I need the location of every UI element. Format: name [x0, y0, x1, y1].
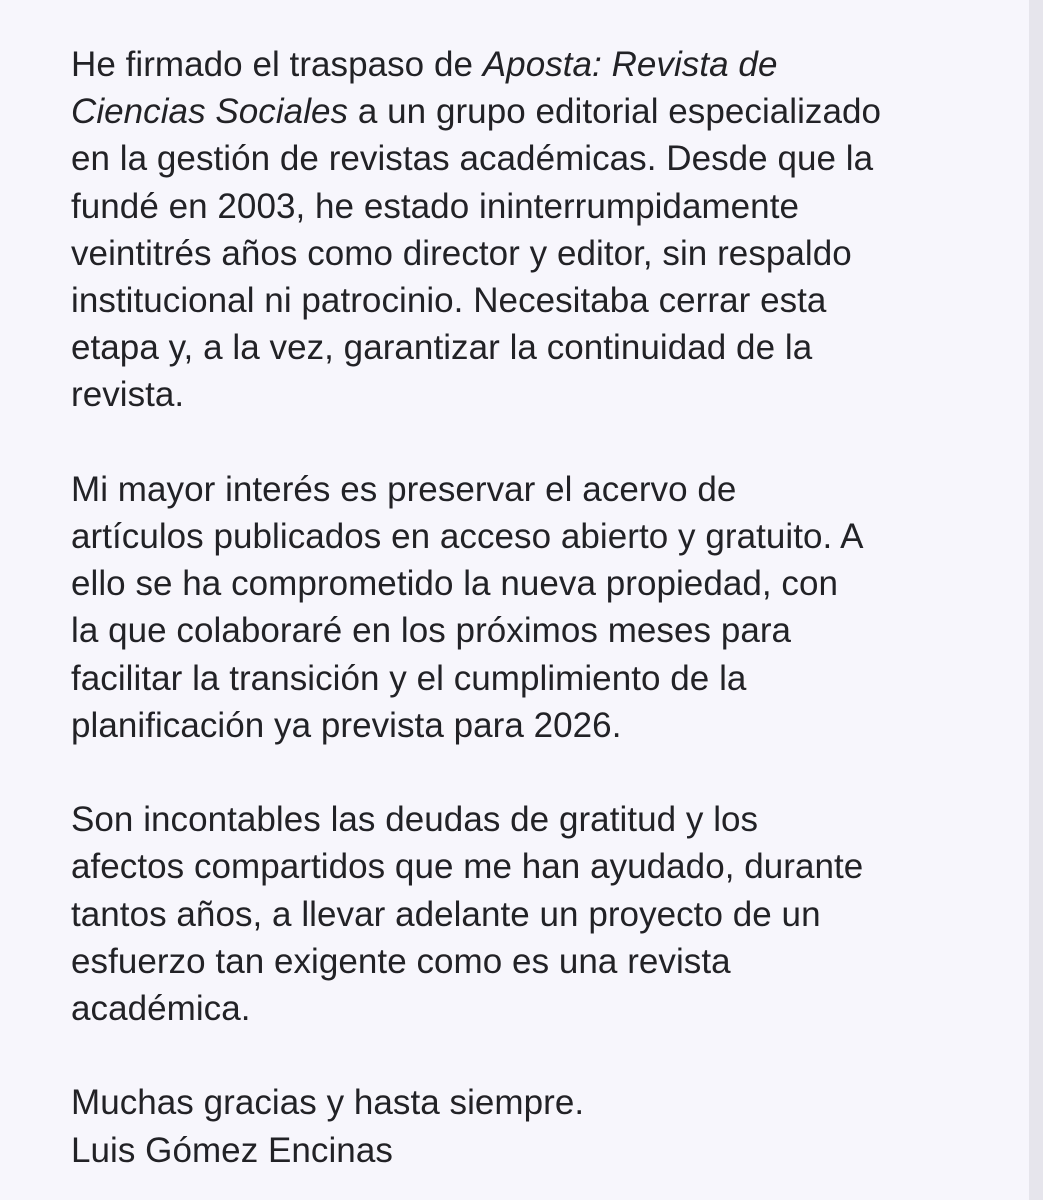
text-segment: a un grupo editorial especializado [348, 92, 882, 132]
text-line: académica. [71, 989, 251, 1029]
closing-line: Muchas gracias y hasta siempre. [71, 1083, 585, 1123]
letter-body [71, 41, 1001, 1174]
text-line: etapa y, a la vez, garantizar la continuidad de la [71, 328, 813, 368]
paragraph-transfer [71, 41, 1001, 419]
text-line: Mi mayor interés es preservar el acervo de [71, 469, 737, 509]
text-line: planificación ya prevista para 2026. [71, 705, 622, 745]
text-line [71, 41, 1001, 88]
text-segment: He firmado el traspaso de [71, 45, 483, 84]
text-line [71, 88, 1001, 135]
text-line: Son incontables las deudas de gratitud y los [71, 800, 759, 840]
text-line: fundé en 2003, he estado ininterrumpidamente [71, 186, 799, 226]
text-line: facilitar la transición y el cumplimiento de la [71, 658, 747, 698]
text-line: revista. [71, 375, 185, 415]
text-line: en la gestión de revistas académicas. Desde que la [71, 139, 874, 179]
paragraph-gratitude [71, 796, 1001, 1032]
text-line: institucional ni patrocinio. Necesitaba cerrar esta [71, 281, 827, 321]
text-line: afectos compartidos que me han ayudado, durante [71, 847, 864, 887]
text-line: veintitrés años como director y editor, sin respaldo [71, 233, 852, 273]
journal-title-italic: Ciencias Sociales [71, 92, 349, 132]
closing-block [71, 1079, 1001, 1173]
signature: Luis Gómez Encinas [71, 1130, 393, 1170]
journal-title-italic: Aposta: Revista de [482, 45, 778, 84]
text-line: esfuerzo tan exigente como es una revista [71, 941, 731, 981]
text-line: la que colaboraré en los próximos meses para [71, 611, 792, 651]
paragraph-open-access [71, 466, 1001, 749]
text-line: artículos publicados en acceso abierto y gratuito. A [71, 517, 864, 557]
text-line: ello se ha comprometido la nueva propiedad, con [71, 564, 839, 604]
text-line: tantos años, a llevar adelante un proyecto de un [71, 894, 821, 934]
scroll-edge [1029, 0, 1043, 1200]
